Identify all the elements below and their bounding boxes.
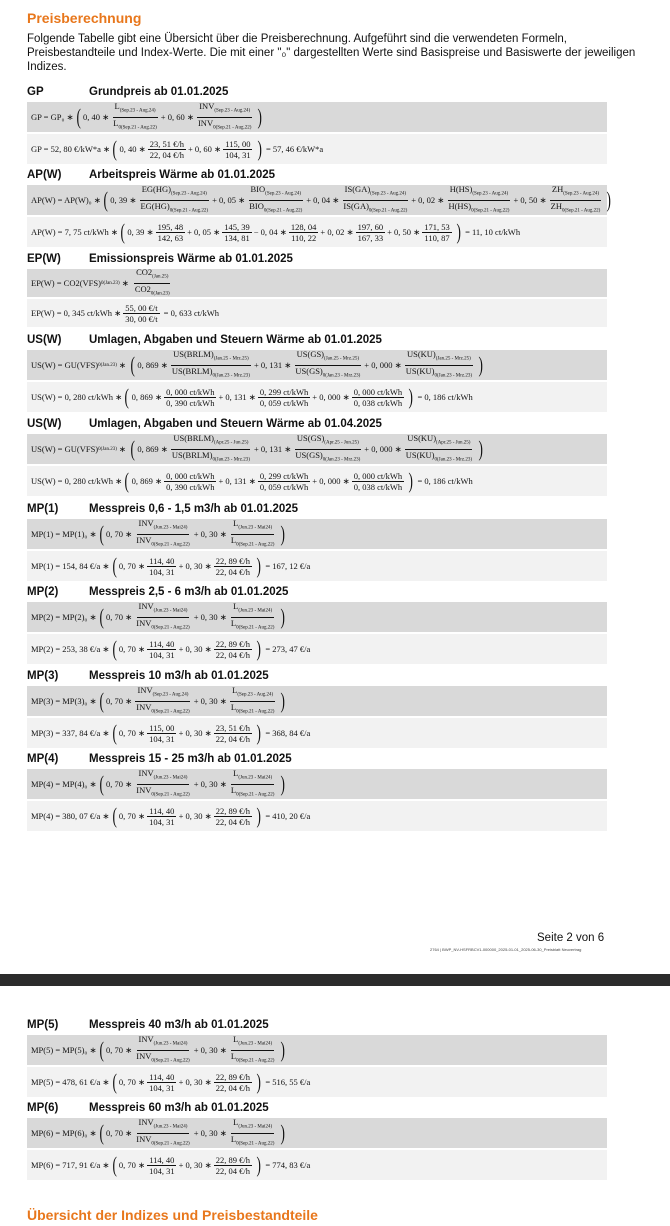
section-code: MP(3) bbox=[27, 670, 59, 682]
formula-row: AP(W) = AP(W)₀ ∗ ( 0, 39 ∗ $\frac{EG(HG)_{(Sep.23 - Aug.24)}}{EG(HG)_{0(Sep.21 - Aug.22)}}$ + 0, 05 ∗ $\frac{BIO_{(Sep.23 - Aug.24)}}{BIO_{0(Sep.21 - Aug.22)}}$ + 0, 04 ∗ $\frac{IS(GA)_{(Sep.23 - Aug.24)}}{IS(GA)_{0(Sep.21 - Aug.22)}}$ + 0, 02 ∗ $\frac{H(HS)_{(Sep.23 - Aug.24)}}{H(HS)_{0(Sep.21 - Aug.22)}}$ + 0, 50 ∗ $\frac{ZH_{(Sep.23 - Aug.24)}}{ZH_{0(Sep.21 - Aug.22)}}$ ) bbox=[27, 185, 607, 215]
section-label: Messpreis 40 m3/h ab 01.01.2025 bbox=[89, 1019, 269, 1031]
section-ep bbox=[27, 251, 607, 327]
section-label: Arbeitspreis Wärme ab 01.01.2025 bbox=[89, 169, 276, 181]
calc-row: MP(4) = 380, 07 €/a ∗ ( 0, 70 ∗ $\frac{114, 40}{104, 31}$ + 0, 30 ∗ $\frac{22, 89 €/h}{22, 04 €/h}$ ) = 410, 20 €/a bbox=[27, 801, 607, 831]
calc-row: AP(W) = 7, 75 ct/kWh ∗ ( 0, 39 ∗ $\frac{195, 48}{142, 63}$ + 0, 05 ∗ $\frac{145, 39}{134, 81}$ − 0, 04 ∗ $\frac{128, 04}{110, 22}$ + 0, 02 ∗ $\frac{197, 60}{167, 33}$ + 0, 50 ∗ $\frac{171, 53}{110, 87}$ ) = 11, 10 ct/kWh bbox=[27, 217, 607, 247]
section-label: Emissionspreis Wärme ab 01.01.2025 bbox=[89, 253, 293, 265]
section-label: Umlagen, Abgaben und Steuern Wärme ab 01.01.2025 bbox=[89, 334, 382, 346]
section-mp3 bbox=[27, 668, 607, 748]
file-reference: 2764 | BWP_NV-HSFRBCV1-000000_2025-01-01_2025-06-30_Preisblatt Neuvertrag bbox=[430, 947, 582, 952]
section-gp bbox=[27, 84, 607, 164]
section-code: MP(5) bbox=[27, 1019, 59, 1031]
calc-row: US(W) = 0, 280 ct/kWh ∗ ( 0, 869 ∗ $\frac{\text{0, 000 ct/kWh}}{\text{0, 390 ct/kWh}}$ + 0, 131 ∗ $\frac{\text{0, 299 ct/kWh}}{\text{0, 059 ct/kWh}}$ + 0, 000 ∗ $\frac{\text{0, 000 ct/kWh}}{\text{0, 038 ct/kWh}}$ ) = 0, 186 ct/kWh bbox=[27, 382, 607, 412]
formula-row: MP(3) = MP(3)₀ ∗ ( 0, 70 ∗ $\frac{INV_{(Sep.23 - Aug.24)}}{INV_{0(Sep.21 - Aug.22)}}$ + 0, 30 ∗ $\frac{L_{(Sep.23 - Aug.24)}}{L_{0(Sep.21 - Aug.22)}}$ ) bbox=[27, 686, 607, 716]
calc-row: EP(W) = 0, 345 ct/kWh ∗ $\frac{55, 00 €/t}{30, 00 €/t}$ = 0, 633 ct/kWh bbox=[27, 299, 607, 327]
intro-text: Folgende Tabelle gibt eine Übersicht über die Preisberechnung. Aufgeführt sind die verwendeten Formeln, Preisbestandteile und Index-Werte. Die mit einer "₀" dargestellten Werte sind Basispreise und Basiswerte der jeweiligen Indizes. bbox=[27, 33, 636, 73]
section-mp1 bbox=[27, 501, 607, 581]
page-number: Seite 2 von 6 bbox=[537, 932, 605, 944]
section-mp4 bbox=[27, 751, 607, 831]
section-code: US(W) bbox=[27, 334, 62, 346]
section-label: Umlagen, Abgaben und Steuern Wärme ab 01.04.2025 bbox=[89, 418, 382, 430]
section-us-1 bbox=[27, 332, 607, 412]
section-mp6 bbox=[27, 1100, 607, 1180]
calc-row: MP(2) = 253, 38 €/a ∗ ( 0, 70 ∗ $\frac{114, 40}{104, 31}$ + 0, 30 ∗ $\frac{22, 89 €/h}{22, 04 €/h}$ ) = 273, 47 €/a bbox=[27, 634, 607, 664]
section-code: AP(W) bbox=[27, 169, 62, 181]
section-code: MP(4) bbox=[27, 753, 59, 765]
section-code: US(W) bbox=[27, 418, 62, 430]
section-code: MP(2) bbox=[27, 586, 59, 598]
section-label: Messpreis 60 m3/h ab 01.01.2025 bbox=[89, 1102, 269, 1114]
section-code: GP bbox=[27, 86, 44, 98]
calc-row: US(W) = 0, 280 ct/kWh ∗ ( 0, 869 ∗ $\frac{\text{0, 000 ct/kWh}}{\text{0, 390 ct/kWh}}$ + 0, 131 ∗ $\frac{\text{0, 299 ct/kWh}}{\text{0, 059 ct/kWh}}$ + 0, 000 ∗ $\frac{\text{0, 000 ct/kWh}}{\text{0, 038 ct/kWh}}$ ) = 0, 186 ct/kWh bbox=[27, 466, 607, 496]
section-label: Messpreis 15 - 25 m3/h ab 01.01.2025 bbox=[89, 753, 292, 765]
section-ap bbox=[27, 167, 612, 247]
page-separator bbox=[0, 974, 670, 986]
formula-row: MP(6) = MP(6)₀ ∗ ( 0, 70 ∗ $\frac{INV_{(Jun.23 - Mai24)}}{INV_{0(Sep.21 - Aug.22)}}$ + 0, 30 ∗ $\frac{L_{(Jun.23 - Mai24)}}{L_{0(Sep.21 - Aug.22)}}$ ) bbox=[27, 1118, 607, 1148]
section-us-2 bbox=[27, 416, 607, 496]
formula-row: MP(4) = MP(4)₀ ∗ ( 0, 70 ∗ $\frac{INV_{(Jun.23 - Mai24)}}{INV_{0(Sep.21 - Aug.22)}}$ + 0, 30 ∗ $\frac{L_{(Jun.23 - Mai24)}}{L_{0(Sep.21 - Aug.22)}}$ ) bbox=[27, 769, 607, 799]
formula-row: MP(5) = MP(5)₀ ∗ ( 0, 70 ∗ $\frac{INV_{(Jun.23 - Mai24)}}{INV_{0(Sep.21 - Aug.22)}}$ + 0, 30 ∗ $\frac{L_{(Jun.23 - Mai24)}}{L_{0(Sep.21 - Aug.22)}}$ ) bbox=[27, 1035, 607, 1065]
section-code: MP(1) bbox=[27, 503, 59, 515]
section-label: Messpreis 2,5 - 6 m3/h ab 01.01.2025 bbox=[89, 586, 289, 598]
section-label: Grundpreis ab 01.01.2025 bbox=[89, 86, 229, 98]
calc-row: MP(3) = 337, 84 €/a ∗ ( 0, 70 ∗ $\frac{115, 00}{104, 31}$ + 0, 30 ∗ $\frac{23, 51 €/h}{22, 04 €/h}$ ) = 368, 84 €/a bbox=[27, 718, 607, 748]
section-label: Messpreis 0,6 - 1,5 m3/h ab 01.01.2025 bbox=[89, 503, 299, 515]
section-mp5 bbox=[27, 1017, 607, 1097]
formula-row: US(W) = GU(VFS) 0(Jan.23) ∗ ( 0, 869 ∗ $\frac{US(BRLM)_{(Jan.25 - Mrz.25)}}{US(BRLM)_{0(Jan.23 - Mrz.23)}}$ + 0, 131 ∗ $\frac{US(GS)_{(Jan.25 - Mrz.25)}}{US(GS)_{0(Jan.23 - Mrz.23)}}$ + 0, 000 ∗ $\frac{US(KU)_{(Jan.25 - Mrz.25)}}{US(KU)_{0(Jan.23 - Mrz.23)}}$ ) bbox=[27, 350, 607, 380]
calc-row: MP(5) = 478, 61 €/a ∗ ( 0, 70 ∗ $\frac{114, 40}{104, 31}$ + 0, 30 ∗ $\frac{22, 89 €/h}{22, 04 €/h}$ ) = 516, 55 €/a bbox=[27, 1067, 607, 1097]
formula-row: GP = GP₀ ∗ ( 0, 40 ∗ $\frac{L_{(Sep.23 - Aug.24)}}{L_{0(Sep.21 - Aug.22)}}$ + 0, 60 ∗ $\frac{INV_{(Sep.23 - Aug.24)}}{INV_{0(Sep.21 - Aug.22)}}$ ) bbox=[27, 102, 607, 132]
section-label: Messpreis 10 m3/h ab 01.01.2025 bbox=[89, 670, 269, 682]
formula-row: US(W) = GU(VFS) 0(Jan.23) ∗ ( 0, 869 ∗ $\frac{US(BRLM)_{(Apr.25 - Jun.25)}}{US(BRLM)_{0(Jan.23 - Mrz.23)}}$ + 0, 131 ∗ $\frac{US(GS)_{(Apr.25 - Jun.25)}}{US(GS)_{0(Jan.23 - Mrz.23)}}$ + 0, 000 ∗ $\frac{US(KU)_{(Apr.25 - Jun.25)}}{US(KU)_{0(Jan.23 - Mrz.23)}}$ ) bbox=[27, 434, 607, 464]
section-code: EP(W) bbox=[27, 253, 61, 265]
page-title: Preisberechnung bbox=[27, 10, 142, 26]
formula-row: MP(1) = MP(1)₀ ∗ ( 0, 70 ∗ $\frac{INV_{(Jun.23 - Mai24)}}{INV_{0(Sep.21 - Aug.22)}}$ + 0, 30 ∗ $\frac{L_{(Jun.23 - Mai24)}}{L_{0(Sep.21 - Aug.22)}}$ ) bbox=[27, 519, 607, 549]
calc-row: GP = 52, 80 €/kW*a ∗ ( 0, 40 ∗ $\frac{23, 51 €/h}{22, 04 €/h}$ + 0, 60 ∗ $\frac{115, 00}{104, 31}$ ) = 57, 46 €/kW*a bbox=[27, 134, 607, 164]
next-section-title: Übersicht der Indizes und Preisbestandteile bbox=[27, 1207, 318, 1223]
calc-row: MP(1) = 154, 84 €/a ∗ ( 0, 70 ∗ $\frac{114, 40}{104, 31}$ + 0, 30 ∗ $\frac{22, 89 €/h}{22, 04 €/h}$ ) = 167, 12 €/a bbox=[27, 551, 607, 581]
section-code: MP(6) bbox=[27, 1102, 59, 1114]
section-mp2 bbox=[27, 584, 607, 664]
formula-row: EP(W) = CO2(VFS) 0(Jan.23) ∗ $\frac{CO2_{(Jan.25)}}{CO2_{0(Jan.23)}}$ bbox=[27, 269, 607, 297]
calc-row: MP(6) = 717, 91 €/a ∗ ( 0, 70 ∗ $\frac{114, 40}{104, 31}$ + 0, 30 ∗ $\frac{22, 89 €/h}{22, 04 €/h}$ ) = 774, 83 €/a bbox=[27, 1150, 607, 1180]
formula-row: MP(2) = MP(2)₀ ∗ ( 0, 70 ∗ $\frac{INV_{(Jun.23 - Mai24)}}{INV_{0(Sep.21 - Aug.22)}}$ + 0, 30 ∗ $\frac{L_{(Jun.23 - Mai24)}}{L_{0(Sep.21 - Aug.22)}}$ ) bbox=[27, 602, 607, 632]
